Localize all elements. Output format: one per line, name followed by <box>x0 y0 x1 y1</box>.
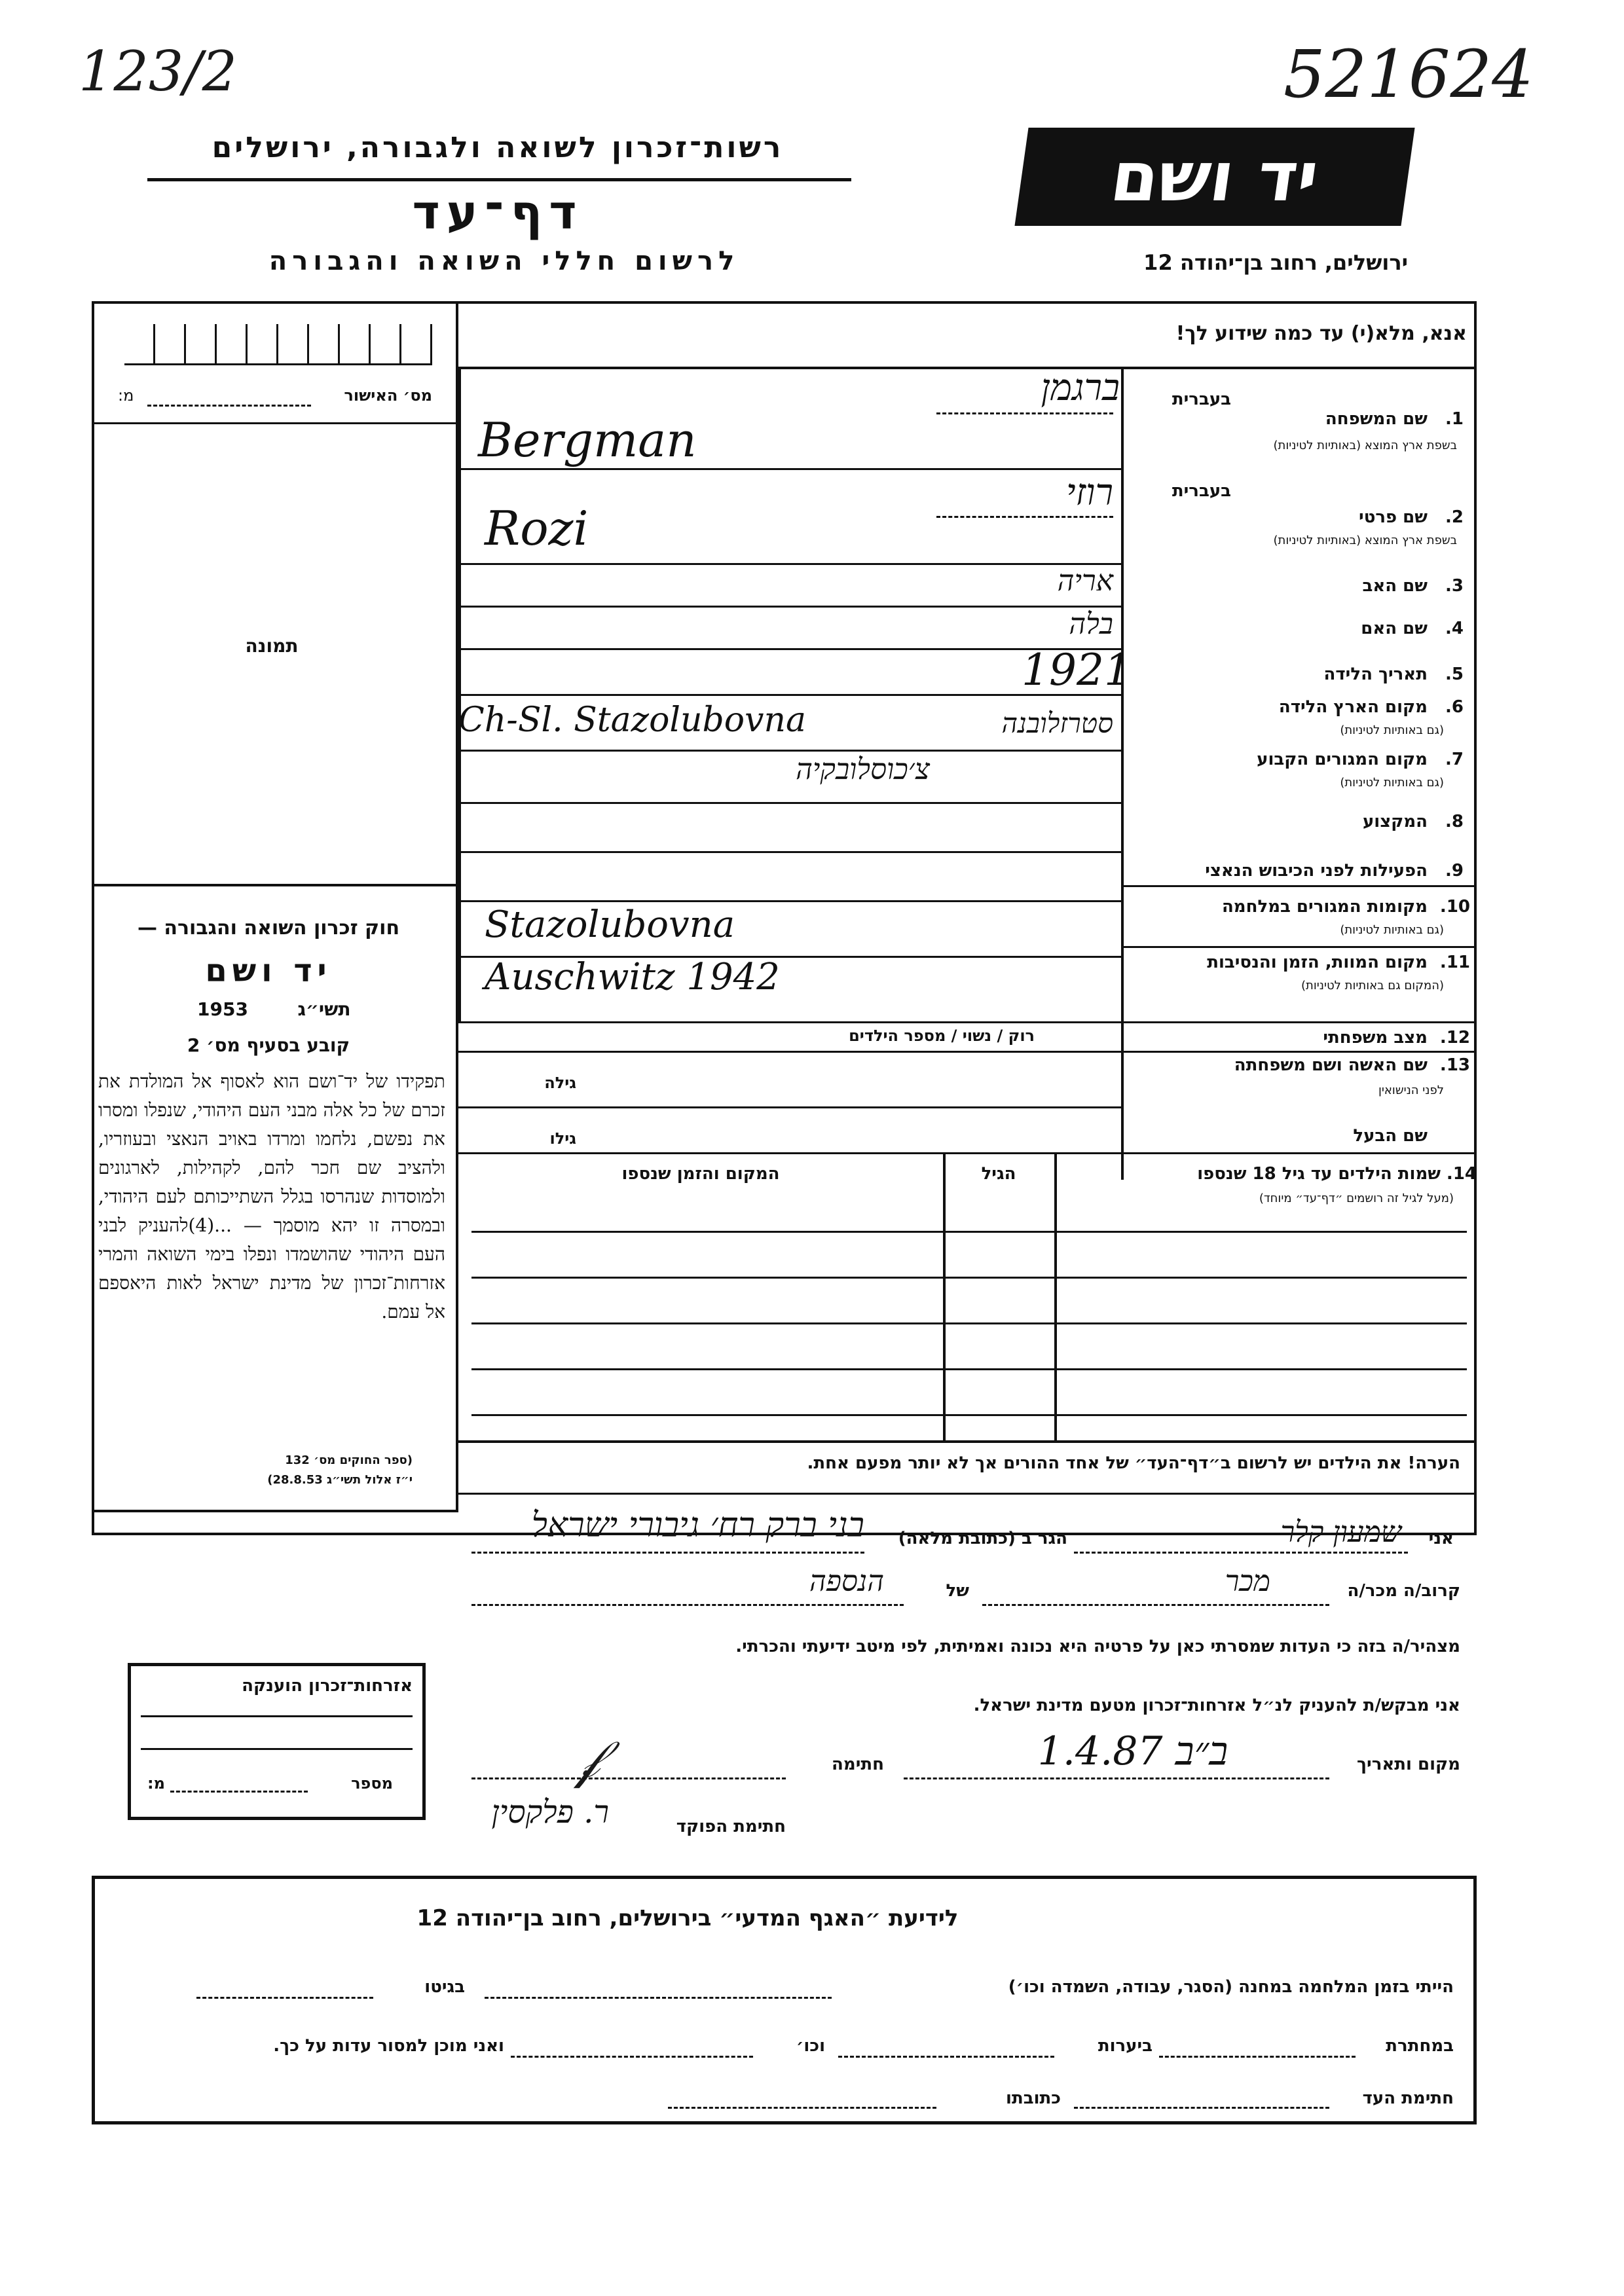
photo-label: תמונה <box>245 635 299 657</box>
citizenship-suffix: מ: <box>147 1774 165 1793</box>
top-right-annotation: 521624 <box>1283 36 1534 113</box>
field-7-num: 7. <box>1445 750 1464 769</box>
children-col-place: המקום והזמן שנספו <box>621 1164 780 1184</box>
law-source-date: י״ז אלול תשי״ג 28.8.53) <box>267 1473 413 1487</box>
permit-rule <box>92 422 458 424</box>
field-7-note: (גם באותיות לטיניות) <box>1340 776 1444 790</box>
decl-of-line <box>471 1604 904 1606</box>
field-1-hebrew-value: ברגמן <box>1041 367 1120 409</box>
row-divider <box>458 1021 1123 1023</box>
field-10-label: מקומות המגורים במלחמה <box>1221 897 1428 917</box>
decl-i-label: אני <box>1428 1529 1454 1548</box>
row-divider <box>458 1106 1123 1108</box>
decl-signature-label: חתימה <box>832 1755 884 1774</box>
field-2-num: 2. <box>1445 507 1464 527</box>
field-5-label: תאריך הלידה <box>1323 665 1428 684</box>
field-6-num: 6. <box>1445 697 1464 717</box>
field-11-num: 11. <box>1439 953 1470 972</box>
row-divider <box>458 851 1123 853</box>
row-divider <box>1124 1021 1477 1023</box>
decl-signature-line <box>471 1777 786 1779</box>
row-divider <box>458 1051 1477 1053</box>
decl-relation: מכר <box>1225 1565 1270 1598</box>
field-1-lang-label: בעברית <box>1172 390 1231 409</box>
declarant-address-line <box>471 1552 864 1554</box>
decl-request: אני מבקש/ת להעניק לנ״ל אזרחות־זכרון מטעם מדינת ישראל. <box>973 1696 1460 1715</box>
declarant-address: בני ברק רח׳ גיבורי ישראל <box>531 1506 864 1545</box>
permit-suffix: מ: <box>118 386 134 405</box>
children-col-age: הגיל <box>981 1164 1016 1184</box>
yad-vashem-logo <box>1014 128 1414 226</box>
field-10-num: 10. <box>1439 897 1470 917</box>
children-col-divider-1 <box>943 1154 946 1442</box>
field-3-num: 3. <box>1445 576 1464 596</box>
field-10-value: Stazolubovna <box>485 903 735 946</box>
field-4-num: 4. <box>1445 619 1464 638</box>
field-4-label: שם האם <box>1361 619 1428 638</box>
footer-witness-sig-label: חתימת העד <box>1362 2088 1454 2108</box>
children-row-line <box>471 1322 1467 1324</box>
field-2-label: שם פרטי <box>1359 507 1428 527</box>
field-8-label: המקצוע <box>1362 812 1428 831</box>
field-11-note: (המקום גם באותיות לטיניות) <box>1301 979 1444 993</box>
permit-number-boxes <box>124 324 432 365</box>
children-remark: הערה! את הילדים יש לרשום ב״דף־העד״ של אחד ההורים אך לא יותר מפעם אחת. <box>807 1453 1460 1473</box>
field-1-label: שם המשפחה <box>1325 409 1428 429</box>
photo-rule <box>92 884 458 886</box>
field-12-label: מצב משפחתי <box>1323 1028 1428 1048</box>
field-5-value: 1921 <box>1022 645 1132 695</box>
law-title: חוק זכרון השואה והגבורה — <box>137 917 400 939</box>
citizenship-number-label: מספר <box>351 1774 393 1793</box>
footer-ghetto-line <box>196 1997 373 1999</box>
footer-forests-label: ביערות <box>1098 2036 1153 2056</box>
law-source: (ספר החוקים מס׳ 132 <box>285 1453 413 1467</box>
row-divider <box>458 802 1123 804</box>
field-6-note: (גם באותיות לטיניות) <box>1340 723 1444 737</box>
authority-title: רשות־זכרון לשואה ולגבורה, ירושלים <box>212 131 784 164</box>
field-6-value: Ch-Sl. Stazolubovna <box>458 701 806 740</box>
citizenship-line-2 <box>141 1748 413 1750</box>
header-rule <box>147 178 851 181</box>
top-left-annotation: 123/2 <box>79 39 238 103</box>
law-text: תפקידו של יד־ושם הוא לאסוף אל המולדת את זכרם של כל אלה מבני העם היהודי, שנפלו ומסרו את נפשם, נלחמו ומרדו באויב הנאצי ובעוזריו, ולהציב שם חכר להם, לקהילות, לארגונים ולמוסדות שנהרסו בגלל השתייכותם לעם היהודי, ובמסרה זו יהא מוסמך — ...(4)להעניק לבני העם היהודי שהושמדו ונפלו בימי השואה והמרי אזרחות־זכרון של מדינת ישראל לאות היאספם אל עמם. <box>98 1070 446 1322</box>
footer-witness-sig-line <box>1074 2107 1329 2109</box>
citizenship-line-1 <box>141 1715 413 1717</box>
footer-address-line <box>668 2107 936 2109</box>
footer-title: לידיעת ״האגף המדעי״ בירושלים, רחוב בן־יהודה 12 <box>416 1905 959 1931</box>
decl-relation-line <box>982 1604 1329 1606</box>
field-12-options: רוק / נשוי / מספר הילדים <box>849 1027 1035 1045</box>
left-panel <box>92 301 458 1512</box>
form-title: דף־עד <box>412 185 583 240</box>
decl-statement: מצהיר/ה בזה כי העדות שמסרתי כאן על פרטיה היא נכונה ואמיתית, לפי מיטב ידיעתי והכרתי. <box>735 1637 1460 1656</box>
husband-age-label: גילו <box>549 1129 576 1148</box>
law-year-hebrew: תשי״ג <box>297 998 351 1020</box>
row-divider <box>458 468 1123 470</box>
children-label: שמות הילדים עד גיל 18 שנספו <box>1197 1164 1441 1184</box>
field-1-value: Bergman <box>478 412 697 467</box>
field-5-num: 5. <box>1445 665 1464 684</box>
field-11-value: Auschwitz 1942 <box>485 956 780 998</box>
decl-of-name: הנספה <box>809 1565 884 1598</box>
children-note: (מעל לגיל זה רושמים ״דף־עד״ מיוחד) <box>1259 1192 1454 1205</box>
field-2-value: Rozi <box>485 501 589 556</box>
field-8-num: 8. <box>1445 812 1464 831</box>
form-subtitle: לרשום חללי השואה והגבורה <box>268 246 740 276</box>
footer-forests-line <box>838 2056 1054 2058</box>
decl-officer-label: חתימת הפוקד <box>676 1817 786 1836</box>
law-name: יד ושם <box>205 953 332 989</box>
declarant-signature: 𝒻 <box>576 1728 600 1789</box>
children-row-line <box>471 1231 1467 1233</box>
law-section: קובע בסעיף מס׳ 2 <box>187 1034 350 1056</box>
children-row-line <box>471 1414 1467 1416</box>
field-13-note: לפני הנישואין <box>1378 1084 1444 1097</box>
row-divider <box>458 750 1123 752</box>
field-3-label: שם האב <box>1362 576 1428 596</box>
footer-etc-label: וכו׳ <box>796 2036 825 2056</box>
field-2-hebrew-value: רוזי <box>1065 471 1113 514</box>
field-9-num: 9. <box>1445 861 1464 881</box>
husband-label: שם הבעל <box>1353 1126 1428 1146</box>
field-13-num: 13. <box>1439 1055 1470 1075</box>
field-6-hebrew-value: סטרזלובנה <box>1001 707 1113 739</box>
footer-camp-label: הייתי בזמן המלחמה במחנה (הסגר, עבודה, השמדה וכו׳) <box>1008 1977 1454 1997</box>
form-divider <box>458 1493 1477 1495</box>
children-col-divider-2 <box>1054 1154 1057 1442</box>
field-2-note: בשפת ארץ המוצא (באותיות לטיניות) <box>1273 534 1457 547</box>
field-9-rule <box>1124 885 1477 887</box>
children-row-line <box>471 1368 1467 1370</box>
field-10-note: (גם באותיות לטיניות) <box>1340 923 1444 937</box>
row-divider <box>458 1152 1477 1154</box>
footer-underground-line <box>1159 2056 1356 2058</box>
footer-ghetto-label: בגיטו <box>424 1977 465 1997</box>
footer-camp-line <box>485 1997 832 1999</box>
citizenship-number-line <box>170 1791 308 1793</box>
law-year: 1953 <box>197 998 248 1020</box>
field-2-lang-label: בעברית <box>1172 481 1231 501</box>
decl-of-label: של <box>946 1581 969 1601</box>
field-1-note: בשפת ארץ המוצא (באותיות לטיניות) <box>1273 439 1457 452</box>
decl-place-date-label: מקום ותאריך <box>1357 1755 1460 1774</box>
field-12-num: 12. <box>1439 1028 1470 1048</box>
footer-etc-line <box>511 2056 753 2058</box>
instructions: אנא, מלא(י) עד כמה שידוע לך! <box>1175 322 1467 345</box>
row-divider <box>458 900 1123 902</box>
field-13-label: שם האשה ושם משפחתה <box>1234 1055 1428 1075</box>
field-1-line <box>936 412 1113 414</box>
field-6-label: מקום הארץ הלידה <box>1278 697 1428 717</box>
logo-text: יד ושם <box>1105 137 1324 217</box>
decl-place-date: ב״ב 1.4.87 <box>1037 1728 1228 1774</box>
children-num: 14. <box>1446 1164 1477 1184</box>
children-row-line <box>471 1277 1467 1279</box>
field-11-label: מקום המוות, הזמן והנסיבות <box>1207 953 1428 972</box>
decl-place-date-line <box>904 1777 1329 1779</box>
field-7-label: מקום המגורים הקבוע <box>1257 750 1428 769</box>
officer-signature: ר. פלקסין <box>491 1794 609 1831</box>
permit-label: מס׳ האישור <box>344 386 432 405</box>
declarant-name: שמעון קלר <box>1280 1516 1401 1549</box>
decl-relative-label: קרוב/ה מכר/ה <box>1347 1581 1460 1601</box>
header-address: ירושלים, רחוב בן־יהודה 12 <box>1143 250 1408 275</box>
footer-underground-label: במחתרת <box>1386 2036 1454 2056</box>
children-bottom-rule <box>458 1440 1477 1443</box>
declarant-name-line <box>1074 1552 1408 1554</box>
footer-address-label: כתובתו <box>1006 2088 1061 2108</box>
field-4-value: בלה <box>1069 608 1113 641</box>
field-7-value: צ׳כוסלובקיה <box>796 753 930 786</box>
label-column-divider <box>1121 368 1124 1180</box>
field-9-label: הפעילות לפני הכיבוש הנאצי <box>1205 861 1428 881</box>
field-10-rule <box>1124 946 1477 948</box>
wife-age-label: גילה <box>544 1074 576 1092</box>
decl-resident-label: הגר ב (כתובת מלאה) <box>898 1529 1067 1548</box>
field-2-line <box>936 516 1113 518</box>
citizenship-title: אזרחות־זכרון הוענקה <box>242 1676 413 1696</box>
field-1-num: 1. <box>1445 409 1464 429</box>
footer-testimony-label: ואני מוכן למסור עדות על כך. <box>273 2036 504 2056</box>
field-3-value: אריה <box>1057 564 1113 598</box>
permit-line <box>147 405 311 407</box>
